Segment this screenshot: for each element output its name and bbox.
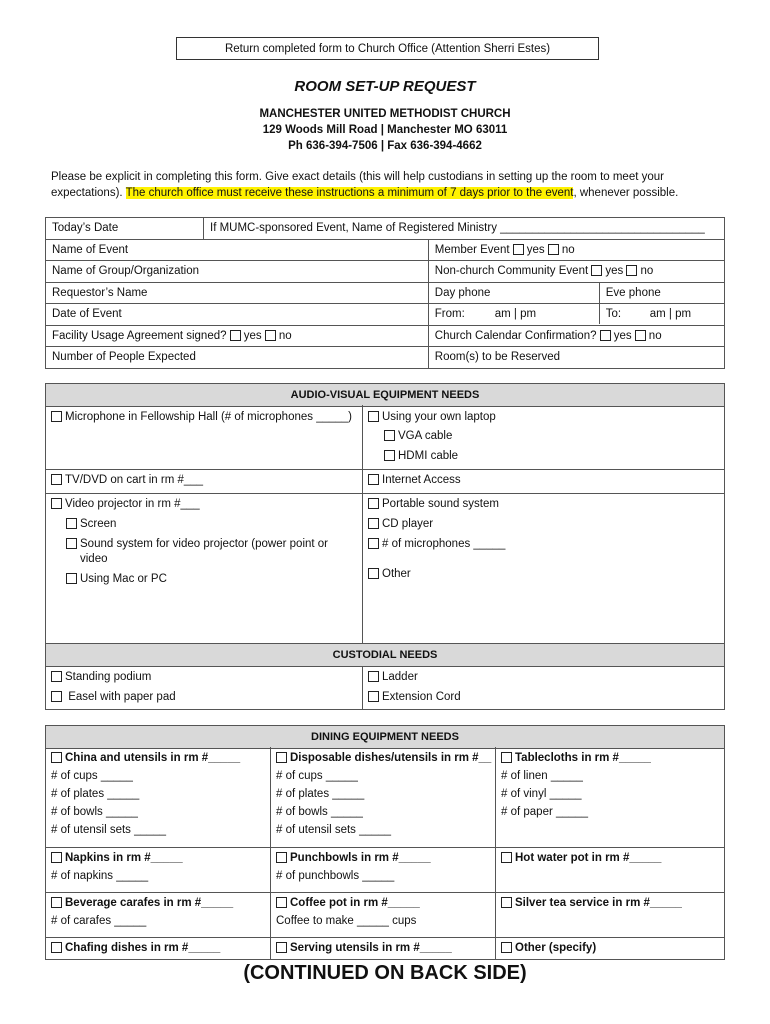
yes-label: yes (526, 243, 545, 256)
carafes-checkbox[interactable] (51, 897, 62, 908)
ladder-item[interactable] (368, 671, 418, 683)
intro-text (51, 169, 731, 201)
projector-label: Video projector in rm #___ (65, 498, 200, 510)
hdmi-checkbox[interactable] (384, 450, 395, 461)
disposable-label: Disposable dishes/utensils in rm #__ (290, 752, 492, 764)
ladder-label: Ladder (382, 671, 418, 683)
time-cell (428, 304, 724, 326)
no-label: no (648, 329, 662, 342)
disposable-item[interactable] (276, 752, 491, 764)
punchbowls-label: Punchbowls in rm #_____ (290, 852, 431, 864)
non-church-label: Non-church Community Event (434, 265, 589, 278)
cd-player-item[interactable] (368, 518, 433, 530)
hot-water-checkbox[interactable] (501, 852, 512, 863)
disposable-plates[interactable]: # of plates _____ (276, 788, 365, 800)
napkins-label: Napkins in rm #_____ (65, 852, 183, 864)
cd-player-label: CD player (382, 518, 434, 530)
tablecloths-label: Tablecloths in rm #_____ (515, 752, 651, 764)
eve-phone-field[interactable]: Eve phone (605, 286, 661, 299)
return-notice: Return completed form to Church Office (Attention Sherri Estes) (176, 37, 599, 60)
linen-count[interactable]: # of linen _____ (501, 770, 583, 782)
laptop-item[interactable] (368, 411, 496, 423)
from-ampm: am | pm (494, 308, 537, 321)
no-label: no (561, 243, 575, 256)
vga-label: VGA cable (398, 430, 453, 442)
to-label: To: (605, 308, 622, 321)
internet-label: Internet Access (382, 474, 461, 486)
coffee-item[interactable] (276, 897, 420, 909)
hdmi-label: HDMI cable (398, 450, 459, 462)
facility-no-checkbox[interactable] (265, 330, 276, 341)
ladder-checkbox[interactable] (368, 671, 379, 682)
punchbowls-checkbox[interactable] (276, 852, 287, 863)
china-bowls[interactable]: # of bowls _____ (51, 806, 138, 818)
calendar-yes-checkbox[interactable] (600, 330, 611, 341)
av-other-item[interactable] (368, 568, 411, 580)
tvdvd-item[interactable] (51, 474, 203, 486)
coffee-cups[interactable]: Coffee to make _____ cups (276, 915, 417, 927)
podium-item[interactable] (51, 671, 151, 683)
sound-projector-label: Sound system for video projector (power point or (80, 538, 329, 550)
easel-item[interactable] (51, 691, 176, 703)
num-mics-item[interactable] (368, 538, 505, 550)
event-date-field[interactable]: Date of Event (46, 304, 429, 326)
microphone-item[interactable] (51, 411, 352, 423)
easel-checkbox[interactable] (51, 691, 62, 702)
silver-tea-label: Silver tea service in rm #_____ (515, 897, 682, 909)
screen-label: Screen (80, 518, 117, 530)
non-church-field (428, 261, 724, 283)
vga-checkbox[interactable] (384, 430, 395, 441)
podium-label: Standing podium (65, 671, 152, 683)
serving-checkbox[interactable] (276, 942, 287, 953)
num-mics-label: # of microphones _____ (382, 538, 506, 550)
no-label: no (640, 265, 654, 278)
av-other-label: Other (382, 568, 411, 580)
tvdvd-label: TV/DVD on cart in rm #___ (65, 474, 204, 486)
calendar-field (428, 325, 724, 347)
vinyl-count[interactable]: # of vinyl _____ (501, 788, 582, 800)
punchbowls-item[interactable] (276, 852, 431, 864)
china-cups[interactable]: # of cups _____ (51, 770, 133, 782)
dining-header: DINING EQUIPMENT NEEDS (46, 726, 724, 749)
sound-projector-checkbox[interactable] (66, 538, 77, 549)
facility-yes-checkbox[interactable] (230, 330, 241, 341)
event-name-field[interactable]: Name of Event (46, 239, 429, 261)
intro-part2: , whenever possible. (573, 187, 679, 199)
punchbowls-count[interactable]: # of punchbowls _____ (276, 870, 395, 882)
carafes-count[interactable]: # of carafes _____ (51, 915, 147, 927)
vga-item[interactable] (384, 430, 452, 442)
facility-label: Facility Usage Agreement signed? (52, 329, 227, 342)
nonchurch-no-checkbox[interactable] (626, 265, 637, 276)
day-phone-field[interactable]: Day phone (429, 283, 600, 303)
serving-item[interactable] (276, 942, 452, 954)
projector-checkbox[interactable] (51, 498, 62, 509)
coffee-checkbox[interactable] (276, 897, 287, 908)
requestor-field[interactable]: Requestor’s Name (46, 282, 429, 304)
people-field[interactable]: Number of People Expected (46, 347, 429, 369)
cd-player-checkbox[interactable] (368, 518, 379, 529)
laptop-label: Using your own laptop (382, 411, 496, 423)
intro-highlight: The church office must receive these instructions a minimum of 7 days prior to the event (125, 187, 574, 199)
extension-cord-label: Extension Cord (382, 691, 461, 703)
church-name: MANCHESTER UNITED METHODIST CHURCH (259, 108, 511, 120)
av-other-checkbox[interactable] (368, 568, 379, 579)
chafing-checkbox[interactable] (51, 942, 62, 953)
phone-cell (428, 282, 724, 304)
extension-cord-checkbox[interactable] (368, 691, 379, 702)
to-ampm: am | pm (649, 308, 692, 321)
mac-pc-checkbox[interactable] (66, 573, 77, 584)
ministry-field[interactable]: If MUMC-sponsored Event, Name of Registered Ministry ________________________________ (204, 218, 725, 240)
portable-sound-checkbox[interactable] (368, 498, 379, 509)
mac-pc-label: Using Mac or PC (80, 573, 167, 585)
china-label: China and utensils in rm #_____ (65, 752, 241, 764)
hdmi-item[interactable] (384, 450, 458, 462)
podium-checkbox[interactable] (51, 671, 62, 682)
event-info-table (45, 217, 725, 369)
chafing-item[interactable] (51, 942, 220, 954)
dining-other-checkbox[interactable] (501, 942, 512, 953)
tvdvd-checkbox[interactable] (51, 474, 62, 485)
portable-sound-item[interactable] (368, 498, 499, 510)
disposable-utensil-sets[interactable]: # of utensil sets _____ (276, 824, 392, 836)
carafes-item[interactable] (51, 897, 233, 909)
serving-label: Serving utensils in rm #_____ (290, 942, 452, 954)
nonchurch-yes-checkbox[interactable] (591, 265, 602, 276)
av-header: AUDIO-VISUAL EQUIPMENT NEEDS (46, 384, 724, 407)
rooms-field[interactable]: Room(s) to be Reserved (428, 347, 724, 369)
num-mics-checkbox[interactable] (368, 538, 379, 549)
microphone-checkbox[interactable] (51, 411, 62, 422)
china-checkbox[interactable] (51, 752, 62, 763)
church-phone: Ph 636-394-7506 | Fax 636-394-4662 (288, 140, 482, 152)
carafes-label: Beverage carafes in rm #_____ (65, 897, 234, 909)
sound-projector-item[interactable] (66, 538, 328, 550)
china-item[interactable] (51, 752, 240, 764)
mac-pc-item[interactable] (66, 573, 167, 585)
silver-tea-checkbox[interactable] (501, 897, 512, 908)
member-event-label: Member Event (434, 243, 510, 256)
napkins-item[interactable] (51, 852, 183, 864)
internet-item[interactable] (368, 474, 461, 486)
continued-note: (CONTINUED ON BACK SIDE) (243, 962, 527, 984)
calendar-label: Church Calendar Confirmation? (434, 329, 597, 342)
china-utensil-sets[interactable]: # of utensil sets _____ (51, 824, 167, 836)
screen-checkbox[interactable] (66, 518, 77, 529)
napkins-checkbox[interactable] (51, 852, 62, 863)
todays-date-field[interactable]: Today’s Date (46, 218, 204, 240)
intro-part1: Please be explicit in completing this form. Give exact details (this will help custodians in setting up the room to meet your expectations). (51, 171, 664, 199)
yes-label: yes (243, 329, 262, 342)
from-field[interactable] (429, 304, 600, 324)
napkins-count[interactable]: # of napkins _____ (51, 870, 149, 882)
sound-projector-label-2: video (80, 553, 108, 565)
extension-cord-item[interactable] (368, 691, 461, 703)
yes-label: yes (613, 329, 632, 342)
tablecloths-checkbox[interactable] (501, 752, 512, 763)
member-yes-checkbox[interactable] (513, 244, 524, 255)
disposable-checkbox[interactable] (276, 752, 287, 763)
church-address: 129 Woods Mill Road | Manchester MO 63011 (262, 124, 508, 136)
member-no-checkbox[interactable] (548, 244, 559, 255)
dining-other-item[interactable] (501, 942, 596, 954)
paper-count[interactable]: # of paper _____ (501, 806, 588, 818)
disposable-cups[interactable]: # of cups _____ (276, 770, 358, 782)
portable-sound-label: Portable sound system (382, 498, 499, 510)
calendar-no-checkbox[interactable] (635, 330, 646, 341)
from-label: From: (434, 308, 465, 321)
yes-label: yes (605, 265, 624, 278)
no-label: no (278, 329, 292, 342)
to-field[interactable] (600, 304, 724, 324)
projector-item[interactable] (51, 498, 200, 510)
custodial-header: CUSTODIAL NEEDS (46, 644, 724, 667)
hot-water-item[interactable] (501, 852, 661, 864)
laptop-checkbox[interactable] (368, 411, 379, 422)
microphone-label: Microphone in Fellowship Hall (# of microphones _____) (65, 411, 353, 423)
tablecloths-item[interactable] (501, 752, 651, 764)
member-event-field (428, 239, 724, 261)
easel-label: Easel with paper pad (68, 691, 176, 703)
coffee-label: Coffee pot in rm #_____ (290, 897, 420, 909)
facility-field (46, 325, 429, 347)
silver-tea-item[interactable] (501, 897, 682, 909)
dining-other-label: Other (specify) (515, 942, 597, 954)
chafing-label: Chafing dishes in rm #_____ (65, 942, 221, 954)
disposable-bowls[interactable]: # of bowls _____ (276, 806, 363, 818)
china-plates[interactable]: # of plates _____ (51, 788, 140, 800)
internet-checkbox[interactable] (368, 474, 379, 485)
screen-item[interactable] (66, 518, 116, 530)
group-field[interactable]: Name of Group/Organization (46, 261, 429, 283)
form-title: ROOM SET-UP REQUEST (294, 78, 476, 95)
hot-water-label: Hot water pot in rm #_____ (515, 852, 662, 864)
